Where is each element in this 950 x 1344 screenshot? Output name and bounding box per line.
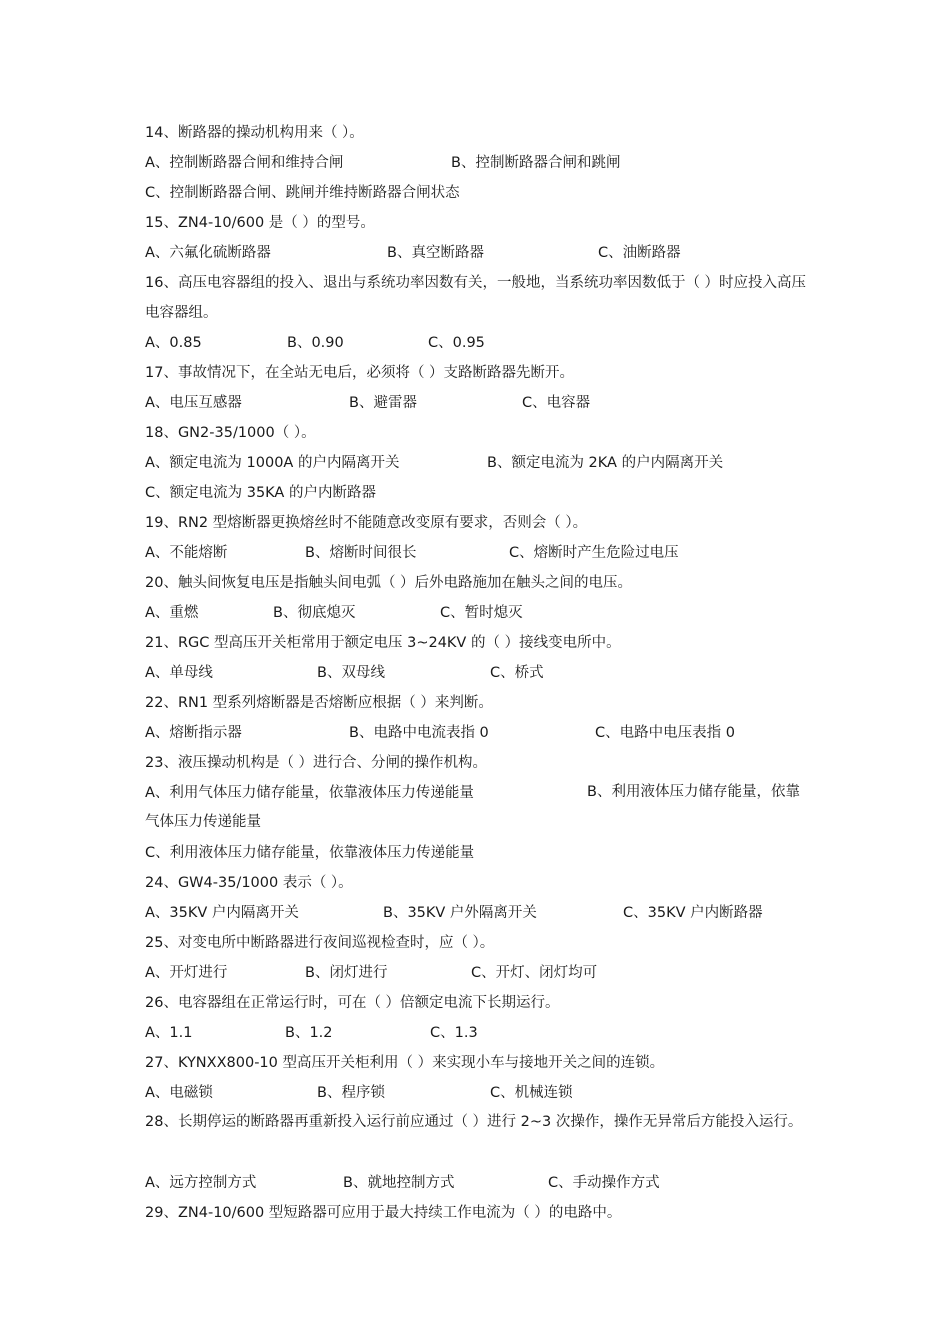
option-c: C、电容器 (522, 395, 591, 411)
question-15: 15、ZN4-10/600 是（ ）的型号。 (145, 215, 375, 231)
option-b: B、电路中电流表指 0 (349, 725, 489, 741)
question-23: 23、液压操动机构是（ ）进行合、分闸的操作机构。 (145, 755, 488, 771)
question-14: 14、断路器的操动机构用来（ ）。 (145, 125, 364, 141)
option-c: C、电路中电压表指 0 (595, 725, 735, 741)
question-17: 17、事故情况下，在全站无电后，必须将（ ）支路断路器先断开。 (145, 365, 575, 381)
option-c: C、熔断时产生危险过电压 (509, 545, 679, 561)
question-25: 25、对变电所中断路器进行夜间巡视检查时，应（ ）。 (145, 935, 495, 951)
option-a: A、远方控制方式 (145, 1175, 257, 1191)
question-19: 19、RN2 型熔断器更换熔丝时不能随意改变原有要求，否则会（ ）。 (145, 515, 588, 531)
option-c: C、35KV 户内断路器 (623, 905, 763, 921)
option-b: B、就地控制方式 (343, 1175, 455, 1191)
option-a: A、控制断路器合闸和维持合闸 (145, 155, 344, 171)
option-b: B、程序锁 (317, 1085, 385, 1101)
option-a: A、六氟化硫断路器 (145, 245, 271, 261)
option-c: C、额定电流为 35KA 的户内断路器 (145, 485, 376, 501)
option-b: B、避雷器 (349, 395, 417, 411)
option-c: C、开灯、闭灯均可 (471, 965, 598, 981)
question-18: 18、GN2-35/1000（ ）。 (145, 425, 316, 441)
question-22: 22、RN1 型系列熔断器是否熔断应根据（ ）来判断。 (145, 695, 493, 711)
option-a: A、电压互感器 (145, 395, 242, 411)
question-29: 29、ZN4-10/600 型短路器可应用于最大持续工作电流为（ ）的电路中。 (145, 1205, 622, 1221)
option-b: B、0.90 (287, 335, 344, 351)
option-c: C、控制断路器合闸、跳闸并维持断路器合闸状态 (145, 185, 460, 201)
option-b: B、熔断时间很长 (305, 545, 417, 561)
question-24: 24、GW4-35/1000 表示（ ）。 (145, 875, 353, 891)
option-b: B、彻底熄灭 (273, 605, 356, 621)
option-b: B、利用液体压力储存能量，依靠气体压力传递能量 (145, 784, 800, 830)
option-b: B、真空断路器 (387, 245, 484, 261)
option-a: A、35KV 户内隔离开关 (145, 905, 299, 921)
question-21: 21、RGC 型高压开关柜常用于额定电压 3~24KV 的（ ）接线变电所中。 (145, 635, 621, 651)
option-c: C、手动操作方式 (548, 1175, 660, 1191)
option-b: B、额定电流为 2KA 的户内隔离开关 (487, 455, 724, 471)
option-a: A、1.1 (145, 1025, 193, 1041)
option-c: C、机械连锁 (490, 1085, 573, 1101)
option-a: A、0.85 (145, 335, 202, 351)
option-c: C、油断路器 (598, 245, 681, 261)
option-a: A、电磁锁 (145, 1085, 213, 1101)
option-c: C、利用液体压力储存能量，依靠液体压力传递能量 (145, 845, 475, 861)
option-a: A、单母线 (145, 665, 213, 681)
option-c: C、桥式 (490, 665, 544, 681)
option-a: A、开灯进行 (145, 965, 228, 981)
option-a: A、利用气体压力储存能量，依靠液体压力传递能量 (145, 785, 474, 801)
option-b: B、闭灯进行 (305, 965, 388, 981)
option-a: A、熔断指示器 (145, 725, 242, 741)
option-a: A、额定电流为 1000A 的户内隔离开关 (145, 455, 400, 471)
question-27: 27、KYNXX800-10 型高压开关柜利用（ ）来实现小车与接地开关之间的连锁。 (145, 1055, 665, 1071)
question-20: 20、触头间恢复电压是指触头间电弧（ ）后外电路施加在触头之间的电压。 (145, 575, 633, 591)
option-a: A、重燃 (145, 605, 199, 621)
option-b: B、控制断路器合闸和跳闸 (451, 155, 621, 171)
option-b: B、35KV 户外隔离开关 (383, 905, 537, 921)
option-c: C、暂时熄灭 (440, 605, 523, 621)
question-16: 16、高压电容器组的投入、退出与系统功率因数有关，一般地，当系统功率因数低于（ ）时应投入高压电容器组。 (145, 275, 807, 321)
question-26: 26、电容器组在正常运行时，可在（ ）倍额定电流下长期运行。 (145, 995, 560, 1011)
option-b: B、双母线 (317, 665, 385, 681)
option-b: B、1.2 (285, 1025, 333, 1041)
option-c: C、1.3 (430, 1025, 478, 1041)
question-28: 28、长期停运的断路器再重新投入运行前应通过（ ）进行 2~3 次操作，操作无异常后方能投入运行。 (145, 1114, 803, 1130)
option-a: A、不能熔断 (145, 545, 228, 561)
option-c: C、0.95 (428, 335, 485, 351)
